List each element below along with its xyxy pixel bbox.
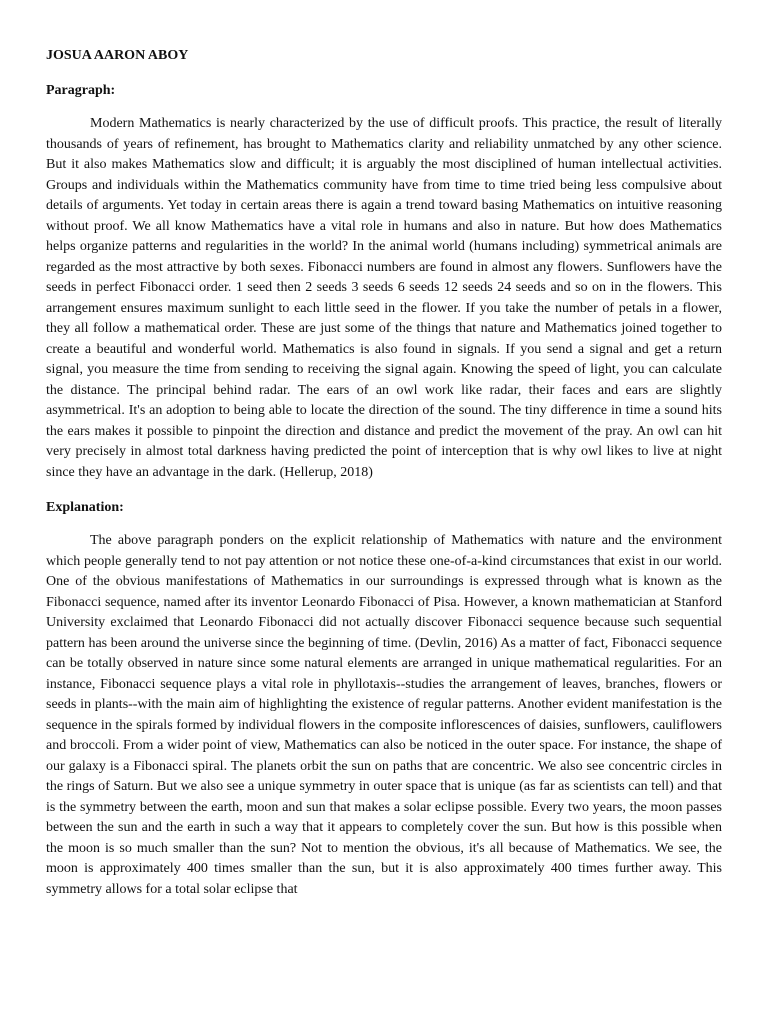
document-page	[46, 46, 722, 915]
author-name: JOSUA AARON ABOY	[46, 48, 189, 63]
paragraph-body: Modern Mathematics is nearly characterized by the use of difficult proofs. This practice, the result of literally thousands of years of refinement, has brought to Mathematics clarity and reliability unmatched by any other science. But it also makes Mathematics slow and difficult; it is arguably the most disciplined of human intellectual activities. Groups and individuals within the Mathematics community have from time to time tried being less compulsive about details of arguments. Yet today in certain areas there is again a trend toward basing Mathematics on intuitive reasoning without proof. We all know Mathematics have a vital role in humans and also in nature. But how does Mathematics helps organize patterns and regularities in the world? In the animal world (humans including) symmetrical animals are regarded as the most attractive by both sexes. Fibonacci numbers are found in almost any flowers. Sunflowers have the seeds in perfect Fibonacci order. 1 seed then 2 seeds 3 seeds 6 seeds 12 seeds 24 seeds and so on in the flowers. This arrangement ensures maximum sunlight to each little seed in the flower. If you take the number of petals in a flower, they all follow a mathematical order. These are just some of the things that nature and Mathematics joined together to create a beautiful and wonderful world. Mathematics is also found in signals. If you send a signal and get a return signal, you measure the time from sending to receiving the signal again. Knowing the speed of light, you can calculate the distance. The principal behind radar. The ears of an owl work like radar, their faces and ears are slightly asymmetrical. It's an adoption to being able to locate the direction of the sound. The tiny difference in time a sound hits the ears makes it possible to pinpoint the direction and distance and predict the movement of the pray. An owl can hit very precisely in almost total darkness having predicted the point of interception that is why owl likes to live at night since they have an advantage in the dark. (Hellerup, 2018)	[46, 116, 722, 480]
paragraph-heading: Paragraph:	[46, 83, 116, 98]
explanation-body: The above paragraph ponders on the explicit relationship of Mathematics with nature and the environment which people generally tend to not pay attention or not notice these one-of-a-kind circumstances that exist in our world. One of the obvious manifestations of Mathematics in our surroundings is expressed through what is known as the Fibonacci sequence, named after its inventor Leonardo Fibonacci of Pisa. However, a known mathematician at Stanford University exclaimed that Leonardo Fibonacci did not actually discover Fibonacci sequence because such sequential pattern has been around the universe since the beginning of time. (Devlin, 2016) As a matter of fact, Fibonacci sequence can be totally observed in nature since some natural elements are arranged in unique mathematical regularities. For an instance, Fibonacci sequence plays a vital role in phyllotaxis--studies the arrangement of leaves, branches, flowers or seeds in plants--with the main aim of highlighting the existence of regular patterns. Another evident manifestation is the sequence in the spirals formed by individual flowers in the composite inflorescences of daisies, sunflowers, cauliflowers and broccoli. From a wider point of view, Mathematics can also be noticed in the outer space. For instance, the shape of our galaxy is a Fibonacci spiral. The planets orbit the sun on paths that are concentric. We also see concentric circles in the rings of Saturn. But we also see a unique symmetry in outer space that is unique (as far as scientists can tell) and that is the symmetry between the earth, moon and sun that makes a solar eclipse possible. Every two years, the moon passes between the sun and the earth in such a way that it appears to completely cover the sun. But how is this possible when the moon is so much smaller than the sun? Not to mention the obvious, it's all because of Mathematics. We see, the moon is approximately 400 times smaller than the sun, but it is also approximately 400 times further away. This symmetry allows for a total solar eclipse that	[46, 533, 722, 897]
explanation-heading: Explanation:	[46, 500, 124, 515]
